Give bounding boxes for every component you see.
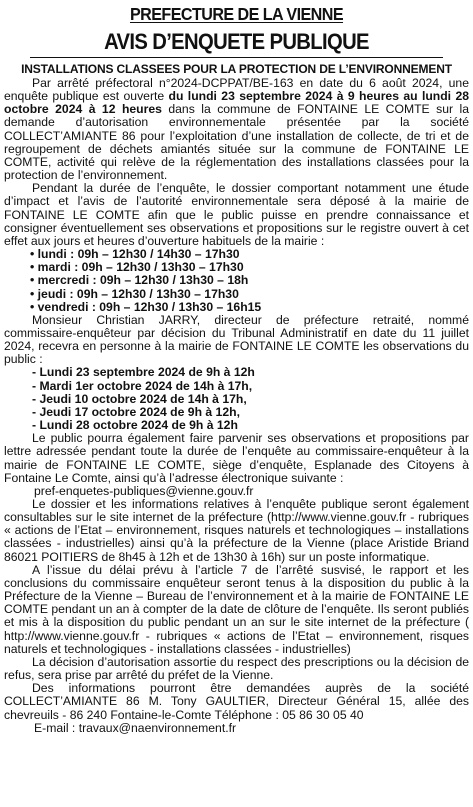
company-email: E-mail : travaux@naenvironnement.fr: [34, 720, 237, 735]
notice-title: AVIS D’ENQUETE PUBLIQUE: [104, 29, 369, 54]
paragraph-written-observations: Le public pourra également faire parvenir ses observations et propositions par lettre adressée pendant toute la durée de l’enquête au commissaire-enquêteur à la mairie de FONTAINE LE COMTE, siège d’enquête, Esplanade des Citoyens à Fontaine Le Comte, ainsi qu’à l’adresse électronique suivante :: [4, 431, 469, 485]
prefecture-email: pref-enquetes-publiques@vienne.gouv.fr: [34, 483, 254, 498]
date-item: - Lundi 23 septembre 2024 de 9h à 12h: [32, 365, 255, 380]
paragraph-consultation: Le dossier et les informations relatives à l’enquête publique seront également consultables sur le site internet de la préfecture (http://www.vienne.gouv.fr - rubriques « actions de l’Etat – environnement, risques naturels et technologiques – installations classées - industrielles) ainsi qu’à la préfecture de la Vienne (place Aristide Briand 86021 POITIERS de 8h45 à 12h et de 13h30 à 16h) sur un poste informatique.: [4, 497, 469, 564]
paragraph-report: A l’issue du délai prévu à l’article 7 de l’arrêté susvisé, le rapport et les conclusions du commissaire enquêteur seront tenus à la disposition du public à la Préfecture de la Vienne – Bureau de l’environnement et à la mairie de FONTAINE LE COMTE pendant un an à compter de la date de clôture de l’enquête. Ils seront publiés et mis à la disposition du public pendant un an sur le site internet de la préfecture ( http://www.vienne.gouv.fr - rubriques « actions de l’Etat – environnement, risques naturels et technologiques - installations classées - industrielles): [4, 562, 469, 656]
paragraph-commissioner: Monsieur Christian JARRY, directeur de préfecture retraité, nommé commissaire-enquêteur par décision du Tribunal Administratif en date du 11 juillet 2024, recevra en personne à la mairie de FONTAINE LE COMTE les observations du public :: [4, 312, 469, 367]
hours-item: • lundi : 09h – 12h30 / 14h30 – 17h30: [30, 247, 240, 262]
paragraph-decree: Par arrêté préfectoral n°2024-DCPPAT/BE-163 en date du 6 août 2024, une enquête publique est ouverte du lundi 23 septembre 2024 à 9 heures au lundi 28 octobre 2024 à 12 heures dans la commune de FONTAINE LE COMTE sur la demande d’autorisation environnementale présentée par la société COLLECT’AMIANTE 86 pour l’exploitation d’une installation de collecte, de tri et de regroupement de déchets amiantés située sur la commune de FONTAINE LE COMTE, activité qui relève de la réglementation des installations classées pour la protection de l’environnement.: [4, 76, 470, 183]
prefecture-heading: PREFECTURE DE LA VIENNE: [129, 4, 344, 24]
permanence-dates-list: [4, 366, 469, 432]
notice-subtitle: INSTALLATIONS CLASSEES POUR LA PROTECTION DE L’ENVIRONNEMENT: [21, 62, 452, 76]
paragraph-dossier: Pendant la durée de l’enquête, le dossier comportant notamment une étude d’impact et l’avis de l’autorité environnementale sera déposé à la mairie de FONTAINE LE COMTE afin que le public puisse en prendre connaissance et consigner éventuellement ses observations et propositions sur le registre ouvert à cet effet aux jours et heures d’ouverture habituels de la mairie :: [4, 181, 469, 248]
hours-item: • vendredi : 09h – 12h30 / 13h30 – 16h15: [30, 299, 262, 314]
hours-item: • mardi : 09h – 12h30 / 13h30 – 17h30: [30, 260, 244, 275]
title-divider: [30, 57, 443, 58]
enquiry-period: du lundi 23 septembre 2024 à 9 heures au lundi 28 octobre 2024 à 12 heures: [4, 89, 469, 117]
date-item: - Jeudi 17 octobre 2024 de 9h à 12h,: [32, 404, 240, 419]
paragraph-decision: La décision d’autorisation assortie du respect des prescriptions ou la décision de refus, sera prise par arrêté du préfet de la Vienne.: [4, 654, 469, 683]
paragraph-contact: Des informations pourront être demandées auprès de la société COLLECT’AMIANTE 86 M. Tony GAULTIER, Directeur Général 15, allée des chevreuils - 86 240 Fontaine-le-Comte Téléphone : 05 86 30 05 40: [4, 681, 469, 722]
town-hall-hours-list: [4, 248, 469, 314]
hours-item: • mercredi : 09h – 12h30 / 13h30 – 18h: [30, 273, 249, 288]
date-item: - Mardi 1er octobre 2024 de 14h à 17h,: [32, 378, 253, 393]
hours-item: • jeudi : 09h – 12h30 / 13h30 – 17h30: [30, 286, 239, 301]
date-item: - Jeudi 10 octobre 2024 de 14h à 17h,: [32, 391, 247, 406]
date-item: - Lundi 28 octobre 2024 de 9h à 12h: [32, 418, 238, 433]
